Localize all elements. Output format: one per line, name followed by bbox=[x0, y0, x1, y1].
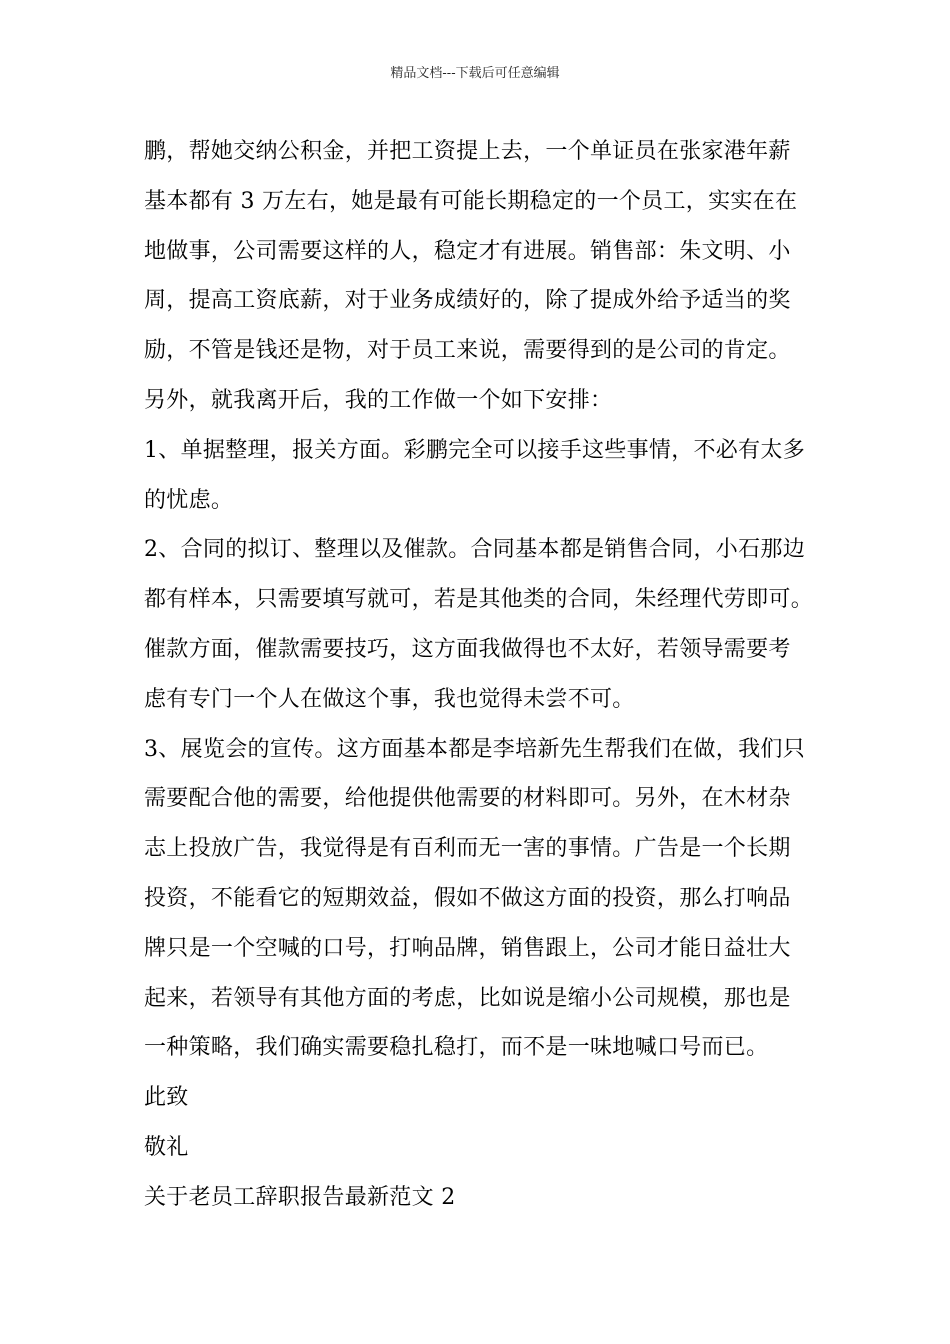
list-item-1-line: 1、单据整理，报关方面。彩鹏完全可以接手这些事情，不必有太多 bbox=[144, 437, 805, 463]
list-item-3-line: 投资，不能看它的短期效益，假如不做这方面的投资，那么打响品 bbox=[144, 885, 791, 911]
list-item-3-line: 3、展览会的宣传。这方面基本都是李培新先生帮我们在做，我们只 bbox=[144, 736, 805, 762]
document-body bbox=[144, 127, 824, 1223]
list-item-3-line: 牌只是一个空喊的口号，打响品牌，销售跟上，公司才能日益壮大 bbox=[144, 935, 791, 961]
body-line: 周，提高工资底薪，对于业务成绩好的，除了提成外给予适当的奖 bbox=[144, 288, 791, 314]
list-item-2-line: 2、合同的拟订、整理以及催款。合同基本都是销售合同，小石那边 bbox=[144, 537, 805, 563]
section-title: 关于老员工辞职报告最新范文 2 bbox=[144, 1184, 456, 1210]
list-item-3-line: 起来，若领导有其他方面的考虑，比如说是缩小公司规模，那也是 bbox=[144, 985, 791, 1011]
body-line: 地做事，公司需要这样的人，稳定才有进展。销售部：朱文明、小 bbox=[144, 238, 791, 264]
list-item-2-line: 虑有专门一个人在做这个事，我也觉得未尝不可。 bbox=[144, 686, 635, 712]
list-item-3-line: 需要配合他的需要，给他提供他需要的材料即可。另外，在木材杂 bbox=[144, 786, 791, 812]
list-item-3-line: 志上投放广告，我觉得是有百利而无一害的事情。广告是一个长期 bbox=[144, 836, 791, 862]
list-item-1-line: 的忧虑。 bbox=[144, 487, 234, 513]
list-item-3-line: 一种策略，我们确实需要稳扎稳打，而不是一味地喊口号而已。 bbox=[144, 1035, 769, 1061]
body-line: 励，不管是钱还是物，对于员工来说，需要得到的是公司的肯定。 bbox=[144, 338, 791, 364]
closing-regards: 敬礼 bbox=[144, 1134, 189, 1160]
body-line: 鹏，帮她交纳公积金，并把工资提上去，一个单证员在张家港年薪 bbox=[144, 139, 791, 164]
list-item-2-line: 催款方面，催款需要技巧，这方面我做得也不太好，若领导需要考 bbox=[144, 636, 791, 662]
list-item-2-line: 都有样本，只需要填写就可，若是其他类的合同，朱经理代劳即可。 bbox=[144, 587, 814, 613]
page-header: 精品文档---下载后可任意编辑 bbox=[390, 66, 560, 81]
body-line: 另外，就我离开后，我的工作做一个如下安排： bbox=[144, 387, 613, 413]
closing-salutation: 此致 bbox=[144, 1085, 189, 1111]
body-line: 基本都有 3 万左右，她是最有可能长期稳定的一个员工，实实在在 bbox=[144, 188, 798, 214]
